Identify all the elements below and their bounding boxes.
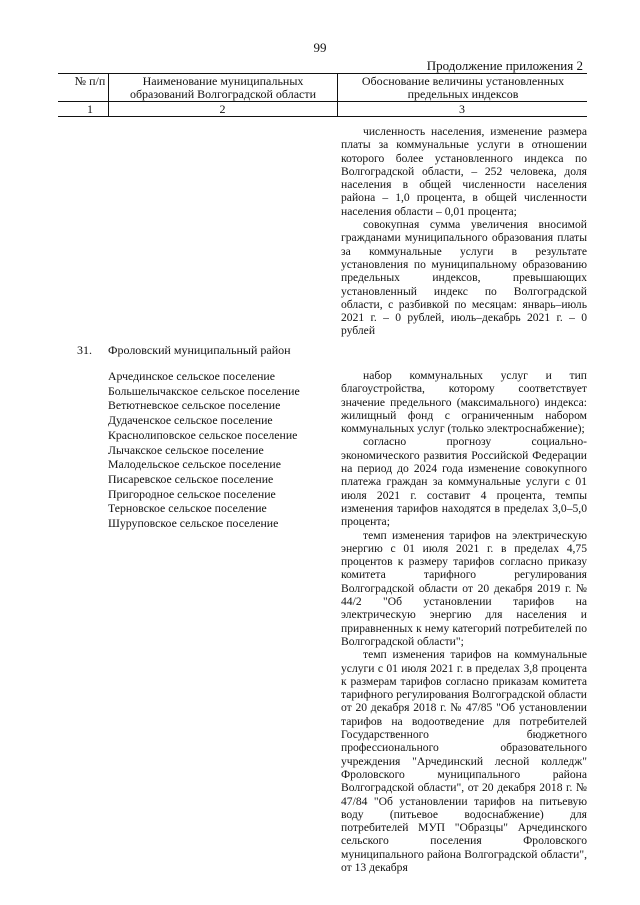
list-item: Арчединское сельское поселение (108, 369, 275, 383)
list-item: Краснолиповское сельское поселение (108, 427, 298, 442)
list-item: Ветютневское сельское поселение (108, 398, 281, 413)
continuation-label: Продолжение приложения 2 (426, 58, 583, 73)
list-item: Шуруповское сельское поселение (108, 516, 279, 531)
list-item: Малодельское сельское поселение (108, 457, 281, 472)
paragraph: согласно прогнозу социально-экономического развития Российской Федерации на период до 2024 года изменение совокупного платежа граждан за коммунальные услуги с 01 июля 2021 г. составит 4 процента, темпы изменения тарифов находятся в пределах 3,0–5,0 процента; (341, 435, 587, 529)
header-index-1: 1 (87, 102, 93, 116)
header-index-2: 2 (219, 102, 226, 116)
header-col-justification: Обоснование величины установленных предельных индексов (361, 74, 565, 101)
list-item: Терновское сельское поселение (108, 501, 267, 516)
header-col-name: Наименование муниципальных образований Волгоградской области (129, 74, 317, 101)
header-col-number: № п/п (74, 74, 106, 88)
paragraph: совокупная сумма увеличения вносимой гражданами муниципального образования платы за коммунальные услуги в результате установления по муниципальному образованию предельных индексов, превышающих установленный индекс по Волгоградской области, с разбивкой по месяцам: январь–июль 2021 г. – 0 рублей, июль–декабрь 2021 г. – 0 рублей (341, 218, 587, 338)
previous-row-justification (341, 125, 587, 338)
list-item: Лычакское сельское поселение (108, 442, 264, 457)
header-index-3: 3 (459, 102, 465, 116)
list-item: Дудаченское сельское поселение (108, 413, 273, 428)
paragraph: численность населения, изменение размера платы за коммунальные услуги в отношении которого более установленного индекса по Волгоградской области, – 252 человека, доля населения в общей численности населения района – 1,0 процента, в общей численности населения области – 0,01 процента; (341, 125, 587, 218)
row-justification (341, 369, 587, 874)
list-item: Пригородное сельское поселение (108, 486, 276, 501)
paragraph: темп изменения тарифов на коммунальные услуги с 01 июля 2021 г. в пределах 3,8 процента к размерам тарифов согласно приказам комитета тарифного регулирования Волгоградской области от 20 декабря 2018 г. № 47/85 "Об установлении тарифов на водоотведение для потребителей Государственного бюджетного профессионального образовательного учреждения "Арчединский лесной колледж" Фроловского муниципального района Волгоградской области", от 20 декабря 2018 г. № 47/84 "Об установлении тарифов на питьевую воду (питьевое водоснабжение) для потребителей МУП "Образцы" Арчединского сельского поселения Фроловского муниципального района Волгоградской области", от 13 декабря (341, 648, 587, 874)
page-number: 99 (313, 40, 327, 55)
list-item: Большелычакское сельское поселение (108, 383, 300, 398)
district-name: Фроловский муниципальный район (108, 343, 291, 357)
settlement-list (108, 369, 300, 531)
paragraph: набор коммунальных услуг и тип благоустройства, которому соответствует значение предельного (максимального) индекса: жилищный фонд с ограниченным набором коммунальных услуг (только электроснабжение); (341, 369, 587, 436)
row-number: 31. (77, 343, 92, 357)
paragraph: темп изменения тарифов на электрическую энергию с 01 июля 2021 г. в пределах 4,75 процентов к размеру тарифов согласно приказу комитета тарифного регулирования Волгоградской области от 20 декабря 2019 г. № 44/2 "Об установлении тарифов на электрическую энергию для населения и приравненных к нему категорий потребителей по Волгоградской области"; (341, 528, 587, 648)
list-item: Писаревское сельское поселение (108, 471, 274, 486)
